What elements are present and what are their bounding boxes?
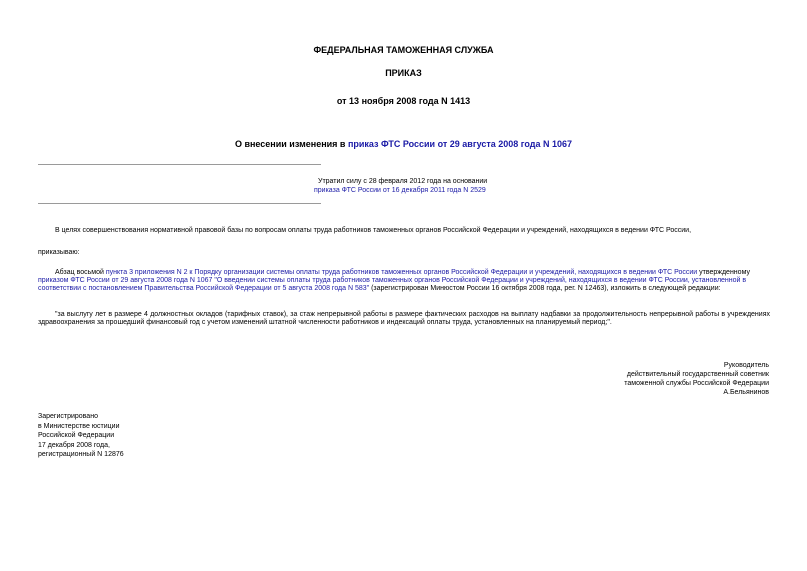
status-link[interactable]: приказа ФТС России от 16 декабря 2011 года N 2529 bbox=[314, 187, 486, 194]
registration-line: Российской Федерации bbox=[38, 432, 115, 439]
registration-block bbox=[38, 412, 124, 460]
amendment-paragraph bbox=[38, 269, 770, 293]
order-word: приказываю: bbox=[38, 249, 80, 256]
agency-heading: ФЕДЕРАЛЬНАЯ ТАМОЖЕННАЯ СЛУЖБА bbox=[313, 45, 494, 55]
doc-date-number: от 13 ноября 2008 года N 1413 bbox=[336, 96, 471, 106]
registration-line: 17 декабря 2008 года, bbox=[38, 441, 110, 449]
amendment-text-1: Абзац восьмой bbox=[55, 269, 106, 276]
doc-title bbox=[0, 139, 807, 149]
registration-line: Зарегистрировано bbox=[38, 413, 98, 420]
status-divider-top bbox=[38, 164, 321, 165]
amendment-text-3: (зарегистрирован Минюстом России 16 октября 2008 года, рег. N 12463), изложить в следующей редакции: bbox=[369, 285, 721, 292]
status-divider-bottom bbox=[38, 203, 321, 204]
amendment-link-2[interactable]: приказом ФТС России от 29 августа 2008 года N 1067 "О введении системы оплаты труда работников таможенных органов Российской Федерации и учреждений, находящихся в ведении ФТС России, установленной в соответствии с постановлением Правительства Российской Федерации от 5 августа 2008 года N 583" bbox=[38, 277, 747, 292]
signature-line: А.Бельянинов bbox=[723, 389, 769, 396]
registration-line: регистрационный N 12876 bbox=[38, 451, 124, 458]
signature-line: таможенной службы Российской Федерации bbox=[624, 380, 769, 387]
amendment-link-1[interactable]: пункта 3 приложения N 2 к Порядку организации системы оплаты труда работников таможенных органов Российской Федерации и учреждений, находящихся в ведении ФТС России bbox=[105, 269, 698, 276]
signature-block bbox=[624, 361, 769, 397]
doc-type-heading: ПРИКАЗ bbox=[385, 68, 422, 78]
quoted-text: "за выслугу лет в размере 4 должностных окладов (тарифных ставок), за стаж непрерывной работы в размере фактических расходов на выплату надбавки за продолжительность непрерывной работы в учреждениях здравоохранения за прошедший финансовый год с учетом изменений штатной численности работников и индексаций оплаты труда, установленных на планируемый период;". bbox=[38, 311, 770, 326]
preamble-paragraph: В целях совершенствования нормативной правовой базы по вопросам оплаты труда работников таможенных органов Российской Федерации и учреждений, находящихся в ведении ФТС России, bbox=[55, 227, 692, 234]
doc-title-text: О внесении изменения в bbox=[234, 139, 348, 149]
status-line: Утратил силу с 28 февраля 2012 года на основании bbox=[318, 178, 488, 185]
signature-line: действительный государственный советник bbox=[626, 371, 769, 378]
doc-title-link[interactable]: приказ ФТС России от 29 августа 2008 года N 1067 bbox=[347, 139, 573, 149]
signature-line: Руководитель bbox=[723, 362, 769, 369]
registration-line: в Министерстве юстиции bbox=[38, 422, 120, 430]
amendment-text-2: утвержденному bbox=[697, 269, 750, 276]
